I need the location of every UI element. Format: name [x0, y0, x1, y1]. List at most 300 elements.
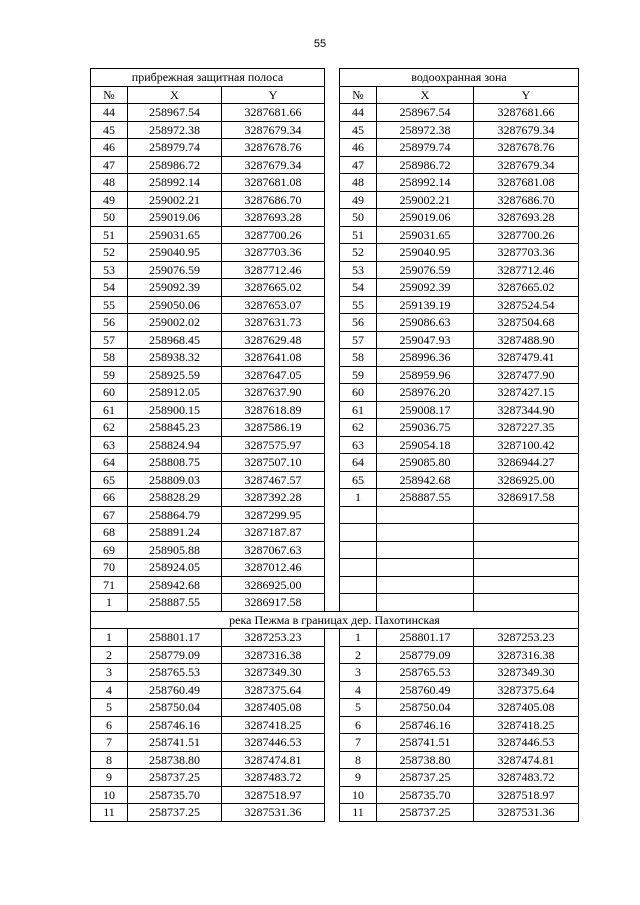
left-x-cell: 258900.15 — [128, 401, 222, 419]
left-y-cell: 3287693.28 — [222, 209, 325, 227]
right-number-cell: 8 — [340, 751, 377, 769]
left-y-cell: 3287679.34 — [222, 156, 325, 174]
left-y-cell: 3287392.28 — [222, 489, 325, 507]
right-y-cell: 3287703.36 — [474, 244, 579, 262]
column-gap — [325, 734, 340, 752]
left-y-cell: 3287349.30 — [222, 664, 325, 682]
table-row — [91, 716, 579, 734]
left-number-cell: 47 — [91, 156, 128, 174]
left-number-cell: 5 — [91, 699, 128, 717]
left-x-cell: 258924.05 — [128, 559, 222, 577]
left-x-cell: 258824.94 — [128, 436, 222, 454]
right-y-cell: 3287349.30 — [474, 664, 579, 682]
table-row — [91, 366, 579, 384]
left-x-cell: 258765.53 — [128, 664, 222, 682]
table-row — [91, 804, 579, 822]
right-y-cell: 3287504.68 — [474, 314, 579, 332]
right-x-cell: 258750.04 — [377, 699, 474, 717]
left-number-cell: 61 — [91, 401, 128, 419]
left-x-cell: 258779.09 — [128, 646, 222, 664]
table-row — [91, 489, 579, 507]
left-y-cell: 3287405.08 — [222, 699, 325, 717]
right-x-cell: 259054.18 — [377, 436, 474, 454]
left-number-cell: 53 — [91, 261, 128, 279]
right-number-cell: 58 — [340, 349, 377, 367]
column-header-row — [91, 86, 579, 104]
table-row — [91, 664, 579, 682]
right-x-cell — [377, 506, 474, 524]
left-number-cell: 55 — [91, 296, 128, 314]
left-y-cell: 3287586.19 — [222, 419, 325, 437]
right-header-y: Y — [474, 86, 579, 104]
left-number-cell: 45 — [91, 121, 128, 139]
right-y-cell: 3287446.53 — [474, 734, 579, 752]
column-gap — [325, 576, 340, 594]
left-number-cell: 68 — [91, 524, 128, 542]
left-number-cell: 1 — [91, 629, 128, 647]
column-gap — [325, 86, 340, 104]
section1-title-row — [91, 69, 579, 87]
right-number-cell: 45 — [340, 121, 377, 139]
left-y-cell: 3287518.97 — [222, 786, 325, 804]
left-x-cell: 258809.03 — [128, 471, 222, 489]
table-row — [91, 506, 579, 524]
column-gap — [325, 261, 340, 279]
left-y-cell: 3287653.07 — [222, 296, 325, 314]
right-section-title: водоохранная зона — [340, 69, 579, 87]
right-number-cell: 1 — [340, 629, 377, 647]
right-x-cell: 258967.54 — [377, 104, 474, 122]
left-x-cell: 258912.05 — [128, 384, 222, 402]
column-gap — [325, 769, 340, 787]
left-x-cell: 258968.45 — [128, 331, 222, 349]
left-x-cell: 258891.24 — [128, 524, 222, 542]
right-y-cell — [474, 506, 579, 524]
right-y-cell: 3287227.35 — [474, 419, 579, 437]
right-x-cell — [377, 576, 474, 594]
column-gap — [325, 139, 340, 157]
right-x-cell: 258779.09 — [377, 646, 474, 664]
right-number-cell: 11 — [340, 804, 377, 822]
left-y-cell: 3287299.95 — [222, 506, 325, 524]
left-y-cell: 3287637.90 — [222, 384, 325, 402]
left-x-cell: 258741.51 — [128, 734, 222, 752]
left-y-cell: 3287679.34 — [222, 121, 325, 139]
left-x-cell: 259002.02 — [128, 314, 222, 332]
right-y-cell: 3287681.66 — [474, 104, 579, 122]
left-number-cell: 9 — [91, 769, 128, 787]
column-gap — [325, 436, 340, 454]
right-number-cell: 4 — [340, 681, 377, 699]
left-x-cell: 258905.88 — [128, 541, 222, 559]
left-y-cell: 3287681.08 — [222, 174, 325, 192]
table-row — [91, 576, 579, 594]
left-x-cell: 258808.75 — [128, 454, 222, 472]
left-y-cell: 3287712.46 — [222, 261, 325, 279]
left-x-cell: 258828.29 — [128, 489, 222, 507]
column-gap — [325, 69, 340, 87]
right-number-cell: 1 — [340, 489, 377, 507]
left-x-cell: 259019.06 — [128, 209, 222, 227]
table-row — [91, 734, 579, 752]
left-number-cell: 1 — [91, 594, 128, 612]
left-number-cell: 57 — [91, 331, 128, 349]
right-x-cell: 258737.25 — [377, 804, 474, 822]
left-x-cell: 258864.79 — [128, 506, 222, 524]
left-header-x: X — [128, 86, 222, 104]
right-number-cell: 7 — [340, 734, 377, 752]
left-x-cell: 258942.68 — [128, 576, 222, 594]
left-number-cell: 58 — [91, 349, 128, 367]
left-x-cell: 258925.59 — [128, 366, 222, 384]
column-gap — [325, 331, 340, 349]
right-y-cell: 3287700.26 — [474, 226, 579, 244]
left-number-cell: 67 — [91, 506, 128, 524]
left-y-cell: 3287531.36 — [222, 804, 325, 822]
right-x-cell: 259040.95 — [377, 244, 474, 262]
column-gap — [325, 279, 340, 297]
table-row — [91, 769, 579, 787]
table-row — [91, 314, 579, 332]
left-y-cell: 3287700.26 — [222, 226, 325, 244]
right-number-cell: 52 — [340, 244, 377, 262]
right-number-cell: 46 — [340, 139, 377, 157]
left-number-cell: 51 — [91, 226, 128, 244]
column-gap — [325, 524, 340, 542]
column-gap — [325, 786, 340, 804]
right-x-cell: 259047.93 — [377, 331, 474, 349]
right-x-cell: 259092.39 — [377, 279, 474, 297]
table-row — [91, 174, 579, 192]
right-number-cell: 10 — [340, 786, 377, 804]
right-number-cell — [340, 506, 377, 524]
right-number-cell: 47 — [340, 156, 377, 174]
right-y-cell: 3287693.28 — [474, 209, 579, 227]
right-number-cell: 60 — [340, 384, 377, 402]
coordinates-table-body — [91, 69, 579, 822]
left-x-cell: 258979.74 — [128, 139, 222, 157]
left-number-cell: 56 — [91, 314, 128, 332]
left-number-cell: 46 — [91, 139, 128, 157]
right-x-cell: 258996.36 — [377, 349, 474, 367]
right-x-cell: 258959.96 — [377, 366, 474, 384]
right-number-cell: 44 — [340, 104, 377, 122]
left-x-cell: 258738.80 — [128, 751, 222, 769]
column-gap — [325, 454, 340, 472]
left-x-cell: 259092.39 — [128, 279, 222, 297]
column-gap — [325, 471, 340, 489]
right-x-cell: 258735.70 — [377, 786, 474, 804]
right-number-cell: 48 — [340, 174, 377, 192]
left-y-cell: 3287446.53 — [222, 734, 325, 752]
right-number-cell: 53 — [340, 261, 377, 279]
column-gap — [325, 244, 340, 262]
right-y-cell: 3287681.08 — [474, 174, 579, 192]
left-number-cell: 54 — [91, 279, 128, 297]
left-x-cell: 258938.32 — [128, 349, 222, 367]
left-number-cell: 2 — [91, 646, 128, 664]
coordinates-table — [90, 68, 579, 822]
right-number-cell — [340, 524, 377, 542]
right-number-cell: 63 — [340, 436, 377, 454]
right-x-cell: 258746.16 — [377, 716, 474, 734]
right-x-cell: 258765.53 — [377, 664, 474, 682]
column-gap — [325, 646, 340, 664]
left-y-cell: 3287012.46 — [222, 559, 325, 577]
table-row — [91, 401, 579, 419]
left-number-cell: 4 — [91, 681, 128, 699]
right-number-cell: 54 — [340, 279, 377, 297]
left-y-cell: 3286925.00 — [222, 576, 325, 594]
right-y-cell: 3287531.36 — [474, 804, 579, 822]
left-y-cell: 3287665.02 — [222, 279, 325, 297]
table-row — [91, 209, 579, 227]
left-number-cell: 7 — [91, 734, 128, 752]
column-gap — [325, 121, 340, 139]
right-y-cell: 3287518.97 — [474, 786, 579, 804]
right-x-cell: 258887.55 — [377, 489, 474, 507]
table-row — [91, 594, 579, 612]
right-x-cell — [377, 524, 474, 542]
column-gap — [325, 384, 340, 402]
left-header-y: Y — [222, 86, 325, 104]
left-y-cell: 3287187.87 — [222, 524, 325, 542]
right-y-cell: 3287678.76 — [474, 139, 579, 157]
table-row — [91, 559, 579, 577]
right-number-cell: 5 — [340, 699, 377, 717]
left-y-cell: 3287467.57 — [222, 471, 325, 489]
right-header-x: X — [377, 86, 474, 104]
right-header-number: № — [340, 86, 377, 104]
right-y-cell: 3287375.64 — [474, 681, 579, 699]
right-y-cell: 3287679.34 — [474, 156, 579, 174]
right-y-cell: 3287679.34 — [474, 121, 579, 139]
left-section-title: прибрежная защитная полоса — [91, 69, 325, 87]
left-x-cell: 258845.23 — [128, 419, 222, 437]
column-gap — [325, 489, 340, 507]
column-gap — [325, 209, 340, 227]
left-x-cell: 258750.04 — [128, 699, 222, 717]
left-number-cell: 6 — [91, 716, 128, 734]
right-number-cell: 64 — [340, 454, 377, 472]
left-x-cell: 258967.54 — [128, 104, 222, 122]
right-y-cell: 3287665.02 — [474, 279, 579, 297]
table-row — [91, 524, 579, 542]
left-y-cell: 3287681.66 — [222, 104, 325, 122]
right-y-cell: 3287712.46 — [474, 261, 579, 279]
column-gap — [325, 419, 340, 437]
right-y-cell: 3287524.54 — [474, 296, 579, 314]
left-x-cell: 259076.59 — [128, 261, 222, 279]
right-y-cell: 3287488.90 — [474, 331, 579, 349]
left-number-cell: 59 — [91, 366, 128, 384]
right-x-cell: 258976.20 — [377, 384, 474, 402]
left-x-cell: 258737.25 — [128, 804, 222, 822]
column-gap — [325, 629, 340, 647]
right-x-cell: 258801.17 — [377, 629, 474, 647]
left-number-cell: 8 — [91, 751, 128, 769]
left-x-cell: 259031.65 — [128, 226, 222, 244]
left-y-cell: 3286917.58 — [222, 594, 325, 612]
left-number-cell: 63 — [91, 436, 128, 454]
left-y-cell: 3287483.72 — [222, 769, 325, 787]
right-y-cell — [474, 576, 579, 594]
column-gap — [325, 156, 340, 174]
right-number-cell: 6 — [340, 716, 377, 734]
left-number-cell: 3 — [91, 664, 128, 682]
right-number-cell: 3 — [340, 664, 377, 682]
page-number: 55 — [313, 38, 327, 50]
left-x-cell: 258801.17 — [128, 629, 222, 647]
left-y-cell: 3287647.05 — [222, 366, 325, 384]
right-y-cell — [474, 559, 579, 577]
right-x-cell: 259002.21 — [377, 191, 474, 209]
right-y-cell: 3286944.27 — [474, 454, 579, 472]
left-x-cell: 258986.72 — [128, 156, 222, 174]
table-row — [91, 349, 579, 367]
right-x-cell: 259086.63 — [377, 314, 474, 332]
left-number-cell: 44 — [91, 104, 128, 122]
section2-title: река Пежма в границах дер. Пахотинская — [91, 611, 579, 629]
left-header-number: № — [91, 86, 128, 104]
right-x-cell: 259019.06 — [377, 209, 474, 227]
right-x-cell: 258986.72 — [377, 156, 474, 174]
right-x-cell: 258972.38 — [377, 121, 474, 139]
left-number-cell: 50 — [91, 209, 128, 227]
table-row — [91, 121, 579, 139]
left-number-cell: 49 — [91, 191, 128, 209]
left-y-cell: 3287629.48 — [222, 331, 325, 349]
right-x-cell: 258942.68 — [377, 471, 474, 489]
left-y-cell: 3287631.73 — [222, 314, 325, 332]
left-number-cell: 11 — [91, 804, 128, 822]
left-x-cell: 258737.25 — [128, 769, 222, 787]
right-number-cell: 65 — [340, 471, 377, 489]
column-gap — [325, 751, 340, 769]
left-x-cell: 258992.14 — [128, 174, 222, 192]
right-y-cell: 3287686.70 — [474, 191, 579, 209]
right-x-cell: 259036.75 — [377, 419, 474, 437]
left-y-cell: 3287474.81 — [222, 751, 325, 769]
right-x-cell: 258737.25 — [377, 769, 474, 787]
column-gap — [325, 296, 340, 314]
right-y-cell: 3287405.08 — [474, 699, 579, 717]
left-y-cell: 3287575.97 — [222, 436, 325, 454]
left-number-cell: 70 — [91, 559, 128, 577]
left-y-cell: 3287678.76 — [222, 139, 325, 157]
table-row — [91, 454, 579, 472]
right-y-cell: 3287477.90 — [474, 366, 579, 384]
table-row — [91, 699, 579, 717]
table-row — [91, 244, 579, 262]
right-x-cell: 259139.19 — [377, 296, 474, 314]
left-number-cell: 65 — [91, 471, 128, 489]
right-y-cell — [474, 524, 579, 542]
left-number-cell: 71 — [91, 576, 128, 594]
right-number-cell: 57 — [340, 331, 377, 349]
right-y-cell: 3287100.42 — [474, 436, 579, 454]
table-row — [91, 751, 579, 769]
left-y-cell: 3287641.08 — [222, 349, 325, 367]
right-x-cell: 259085.80 — [377, 454, 474, 472]
table-row — [91, 629, 579, 647]
right-x-cell — [377, 559, 474, 577]
table-row — [91, 156, 579, 174]
table-row — [91, 541, 579, 559]
column-gap — [325, 226, 340, 244]
right-y-cell: 3287474.81 — [474, 751, 579, 769]
left-x-cell: 259050.06 — [128, 296, 222, 314]
right-y-cell: 3287483.72 — [474, 769, 579, 787]
left-y-cell: 3287418.25 — [222, 716, 325, 734]
column-gap — [325, 506, 340, 524]
column-gap — [325, 664, 340, 682]
table-row — [91, 419, 579, 437]
left-y-cell: 3287618.89 — [222, 401, 325, 419]
right-x-cell: 258979.74 — [377, 139, 474, 157]
table-row — [91, 104, 579, 122]
left-x-cell: 258735.70 — [128, 786, 222, 804]
left-y-cell: 3287507.10 — [222, 454, 325, 472]
table-row — [91, 681, 579, 699]
column-gap — [325, 716, 340, 734]
left-x-cell: 258972.38 — [128, 121, 222, 139]
left-x-cell: 258746.16 — [128, 716, 222, 734]
left-x-cell: 258887.55 — [128, 594, 222, 612]
section2-title-row — [91, 611, 579, 629]
right-number-cell: 2 — [340, 646, 377, 664]
left-number-cell: 64 — [91, 454, 128, 472]
left-number-cell: 10 — [91, 786, 128, 804]
left-number-cell: 52 — [91, 244, 128, 262]
table-row — [91, 191, 579, 209]
right-number-cell: 56 — [340, 314, 377, 332]
right-y-cell: 3287316.38 — [474, 646, 579, 664]
right-y-cell: 3286925.00 — [474, 471, 579, 489]
column-gap — [325, 174, 340, 192]
left-x-cell: 259040.95 — [128, 244, 222, 262]
column-gap — [325, 401, 340, 419]
right-y-cell: 3287418.25 — [474, 716, 579, 734]
left-number-cell: 48 — [91, 174, 128, 192]
column-gap — [325, 681, 340, 699]
column-gap — [325, 594, 340, 612]
right-number-cell — [340, 594, 377, 612]
right-y-cell: 3287253.23 — [474, 629, 579, 647]
left-y-cell: 3287253.23 — [222, 629, 325, 647]
column-gap — [325, 541, 340, 559]
column-gap — [325, 349, 340, 367]
right-x-cell — [377, 541, 474, 559]
right-x-cell: 258992.14 — [377, 174, 474, 192]
column-gap — [325, 191, 340, 209]
column-gap — [325, 314, 340, 332]
table-row — [91, 279, 579, 297]
right-number-cell: 51 — [340, 226, 377, 244]
left-number-cell: 66 — [91, 489, 128, 507]
left-number-cell: 69 — [91, 541, 128, 559]
left-y-cell: 3287375.64 — [222, 681, 325, 699]
right-number-cell: 59 — [340, 366, 377, 384]
table-row — [91, 384, 579, 402]
right-number-cell: 62 — [340, 419, 377, 437]
column-gap — [325, 804, 340, 822]
table-row — [91, 296, 579, 314]
left-x-cell: 258760.49 — [128, 681, 222, 699]
right-x-cell: 258760.49 — [377, 681, 474, 699]
column-gap — [325, 104, 340, 122]
column-gap — [325, 366, 340, 384]
